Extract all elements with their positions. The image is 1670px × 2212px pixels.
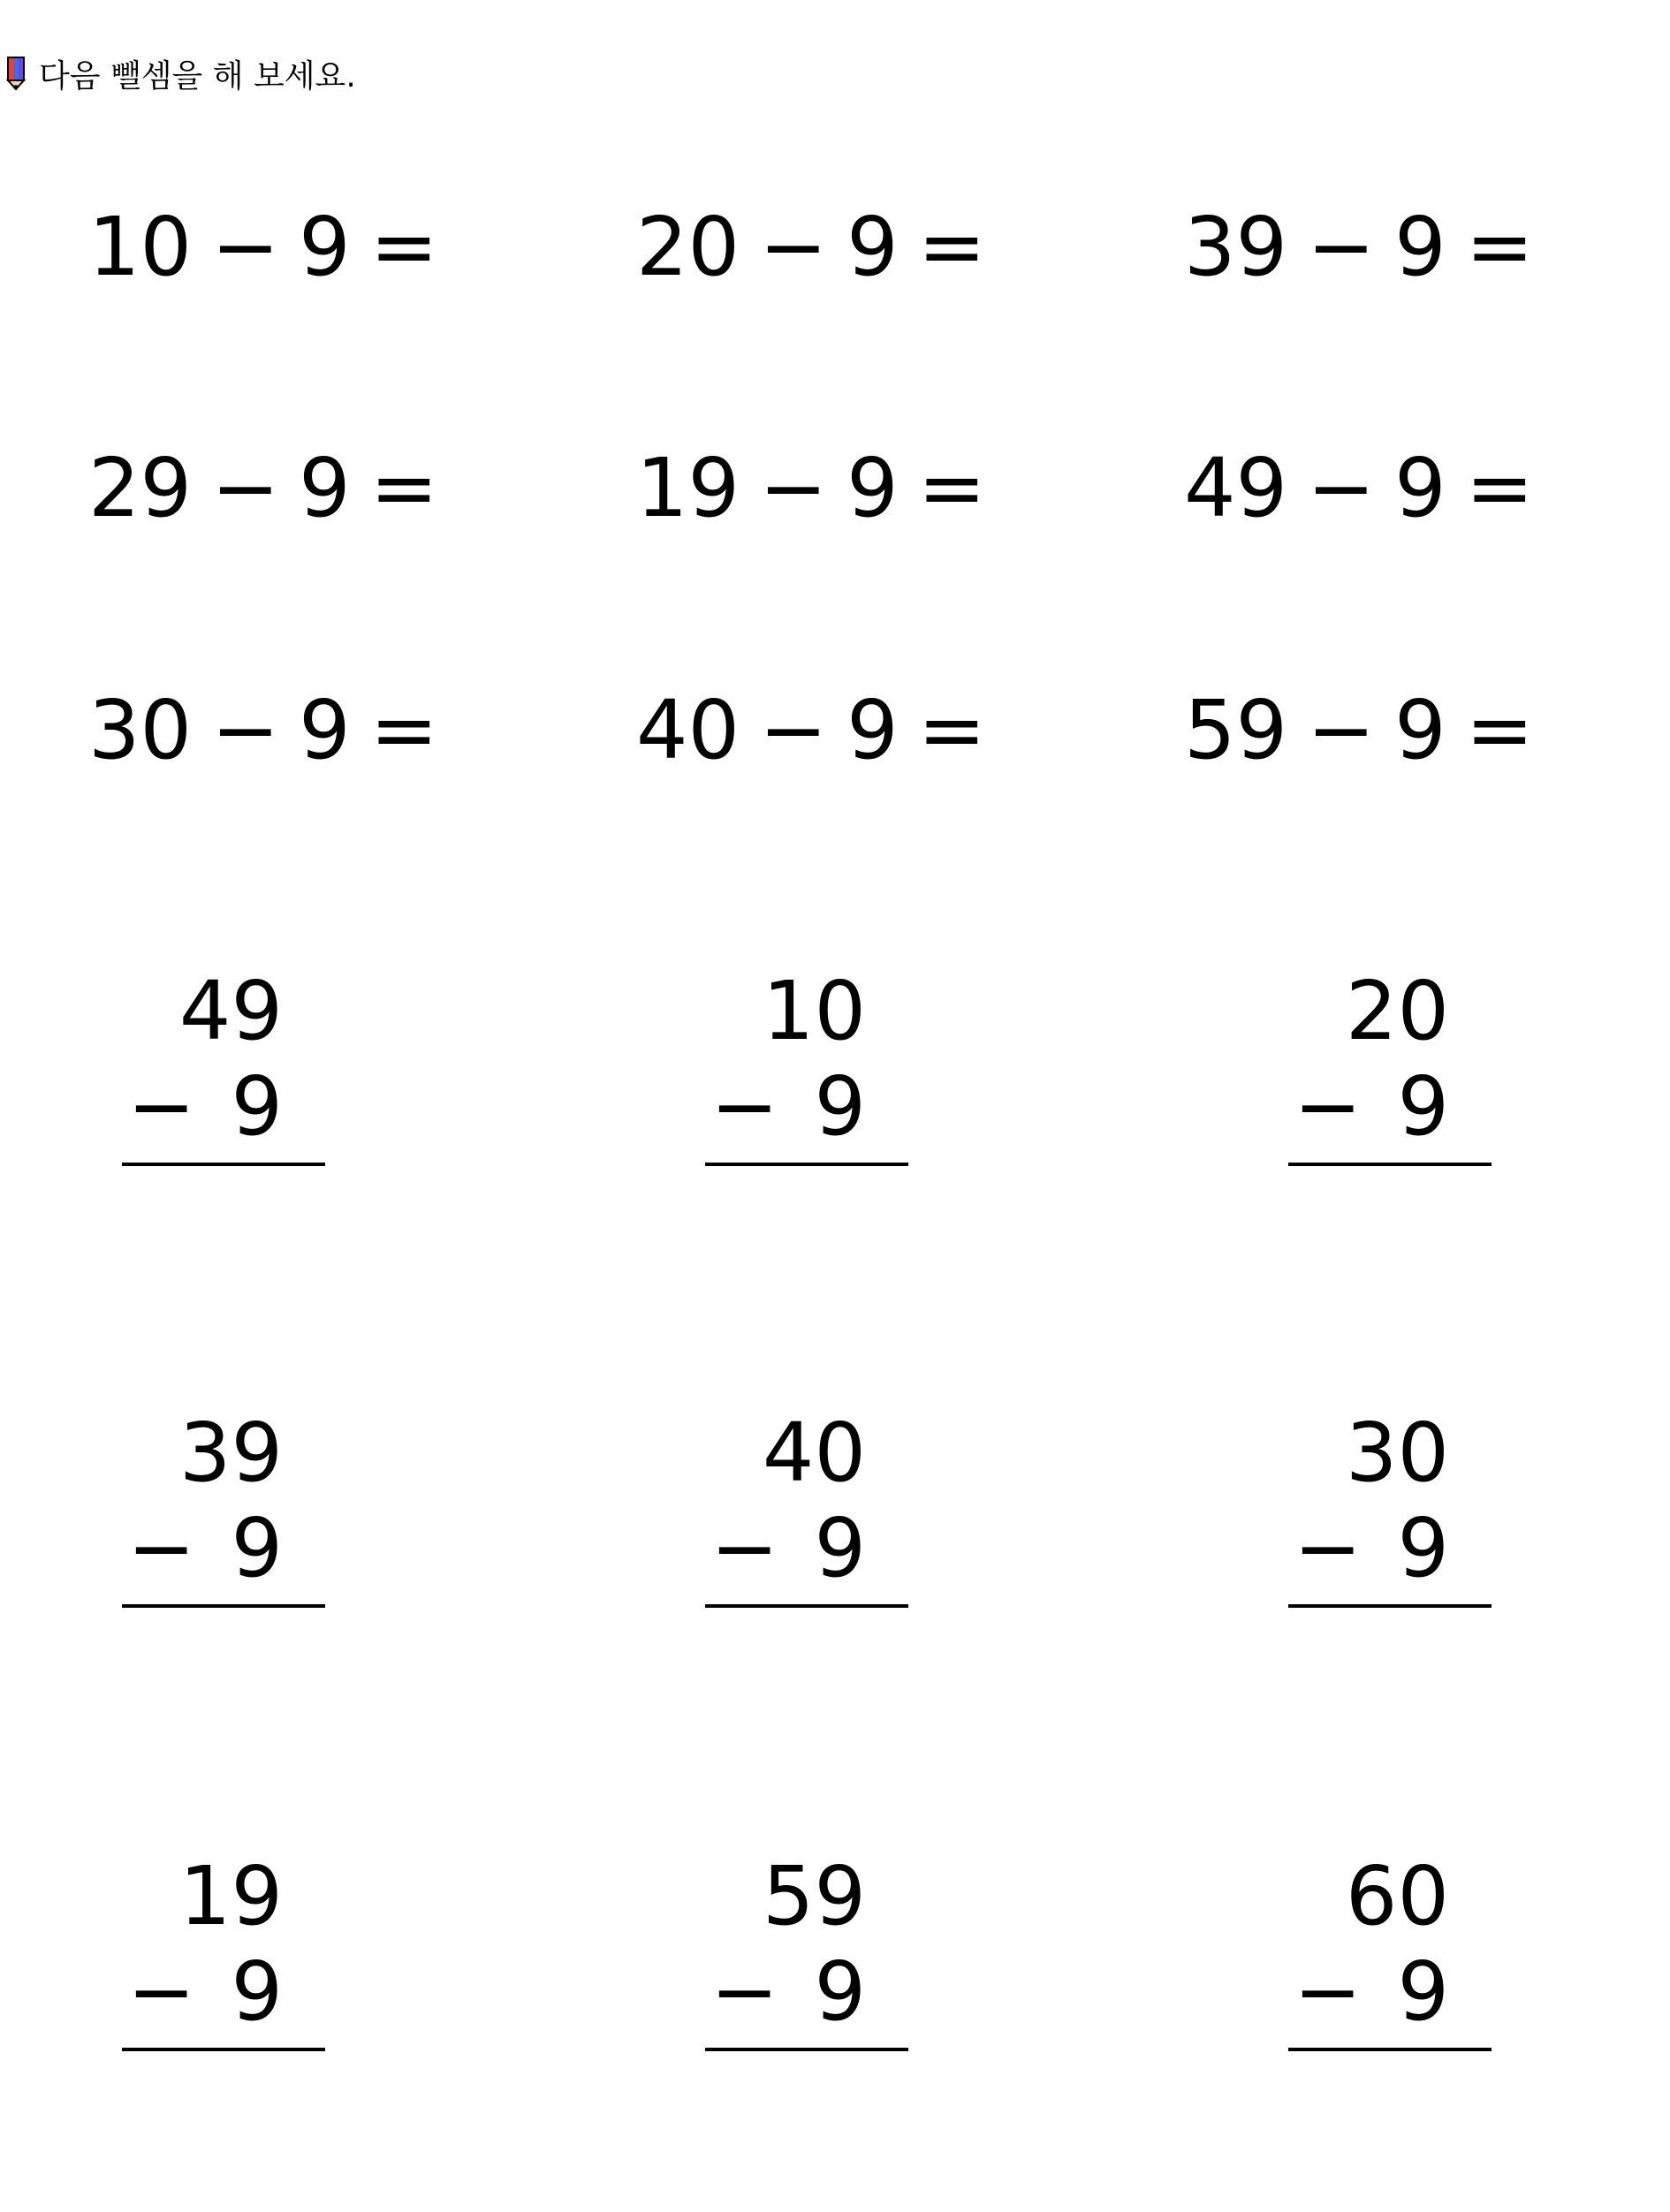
equals-sign: = xyxy=(917,441,986,535)
horizontal-problem-9 xyxy=(1184,682,1590,779)
answer-line xyxy=(1288,1604,1492,1608)
instruction xyxy=(5,51,356,95)
equals-sign: = xyxy=(369,200,438,294)
answer-line xyxy=(705,2048,908,2051)
minuend: 10 xyxy=(762,964,866,1058)
minuend: 20 xyxy=(1345,964,1449,1058)
subtrahend: 9 xyxy=(1394,200,1446,294)
minuend: 20 xyxy=(636,200,740,294)
horizontal-problem-5 xyxy=(636,440,1043,537)
minus-sign: − xyxy=(759,200,828,294)
minuend: 30 xyxy=(88,683,193,777)
minus-sign: − xyxy=(1294,1059,1363,1154)
minuend: 29 xyxy=(88,441,193,535)
vertical-problem-1 xyxy=(122,963,325,1166)
subtrahend: 9 xyxy=(1397,1059,1449,1154)
vertical-problem-5 xyxy=(705,1405,908,1608)
horizontal-problem-7 xyxy=(88,682,495,779)
minuend: 19 xyxy=(636,441,740,535)
minuend: 60 xyxy=(1345,1849,1449,1943)
vertical-problem-9 xyxy=(1288,1848,1492,2051)
horizontal-problem-2 xyxy=(636,199,1043,296)
minuend: 39 xyxy=(1184,200,1288,294)
vertical-problem-8 xyxy=(705,1848,908,2051)
horizontal-problem-3 xyxy=(1184,199,1590,296)
vertical-problem-6 xyxy=(1288,1405,1492,1608)
equals-sign: = xyxy=(369,683,438,777)
equals-sign: = xyxy=(1465,441,1534,535)
minus-sign: − xyxy=(1294,1501,1363,1595)
vertical-problem-3 xyxy=(1288,963,1492,1166)
answer-line xyxy=(1288,1163,1492,1166)
instruction-text: 다음 뺄셈을 해 보세요. xyxy=(39,57,356,95)
vertical-problem-4 xyxy=(122,1405,325,1608)
minus-sign: − xyxy=(710,1059,779,1154)
minuend: 59 xyxy=(762,1849,866,1943)
minuend: 40 xyxy=(762,1405,866,1500)
equals-sign: = xyxy=(1465,683,1534,777)
subtrahend: 9 xyxy=(299,683,351,777)
horizontal-problem-8 xyxy=(636,682,1043,779)
answer-line xyxy=(122,1604,325,1608)
minus-sign: − xyxy=(211,200,280,294)
subtrahend: 9 xyxy=(846,200,899,294)
vertical-problem-7 xyxy=(122,1848,325,2051)
subtrahend: 9 xyxy=(231,1059,283,1154)
minus-sign: − xyxy=(710,1944,779,2039)
minus-sign: − xyxy=(127,1501,196,1595)
minuend: 49 xyxy=(1184,441,1288,535)
vertical-problem-2 xyxy=(705,963,908,1166)
answer-line xyxy=(122,2048,325,2051)
subtrahend: 9 xyxy=(231,1501,283,1595)
horizontal-problem-4 xyxy=(88,440,495,537)
subtrahend: 9 xyxy=(299,200,351,294)
horizontal-problem-1 xyxy=(88,199,495,296)
subtrahend: 9 xyxy=(299,441,351,535)
minus-sign: − xyxy=(211,441,280,535)
minus-sign: − xyxy=(759,441,828,535)
equals-sign: = xyxy=(917,683,986,777)
minus-sign: − xyxy=(710,1501,779,1595)
answer-line xyxy=(1288,2048,1492,2051)
pencil-icon xyxy=(5,56,27,91)
minus-sign: − xyxy=(127,1059,196,1154)
equals-sign: = xyxy=(917,200,986,294)
subtrahend: 9 xyxy=(1397,1501,1449,1595)
minus-sign: − xyxy=(1307,683,1376,777)
horizontal-problem-6 xyxy=(1184,440,1590,537)
subtrahend: 9 xyxy=(846,441,899,535)
minuend: 10 xyxy=(88,200,193,294)
subtrahend: 9 xyxy=(814,1944,866,2039)
minuend: 40 xyxy=(636,683,740,777)
minuend: 39 xyxy=(178,1405,283,1500)
equals-sign: = xyxy=(369,441,438,535)
answer-line xyxy=(705,1604,908,1608)
answer-line xyxy=(122,1163,325,1166)
minus-sign: − xyxy=(1307,200,1376,294)
minus-sign: − xyxy=(759,683,828,777)
minus-sign: − xyxy=(1294,1944,1363,2039)
subtrahend: 9 xyxy=(846,683,899,777)
minuend: 19 xyxy=(178,1849,283,1943)
minus-sign: − xyxy=(211,683,280,777)
minuend: 30 xyxy=(1345,1405,1449,1500)
minus-sign: − xyxy=(1307,441,1376,535)
minuend: 49 xyxy=(178,964,283,1058)
subtrahend: 9 xyxy=(814,1059,866,1154)
minuend: 59 xyxy=(1184,683,1288,777)
subtrahend: 9 xyxy=(814,1501,866,1595)
equals-sign: = xyxy=(1465,200,1534,294)
subtrahend: 9 xyxy=(231,1944,283,2039)
subtrahend: 9 xyxy=(1397,1944,1449,2039)
subtrahend: 9 xyxy=(1394,441,1446,535)
minus-sign: − xyxy=(127,1944,196,2039)
subtrahend: 9 xyxy=(1394,683,1446,777)
answer-line xyxy=(705,1163,908,1166)
